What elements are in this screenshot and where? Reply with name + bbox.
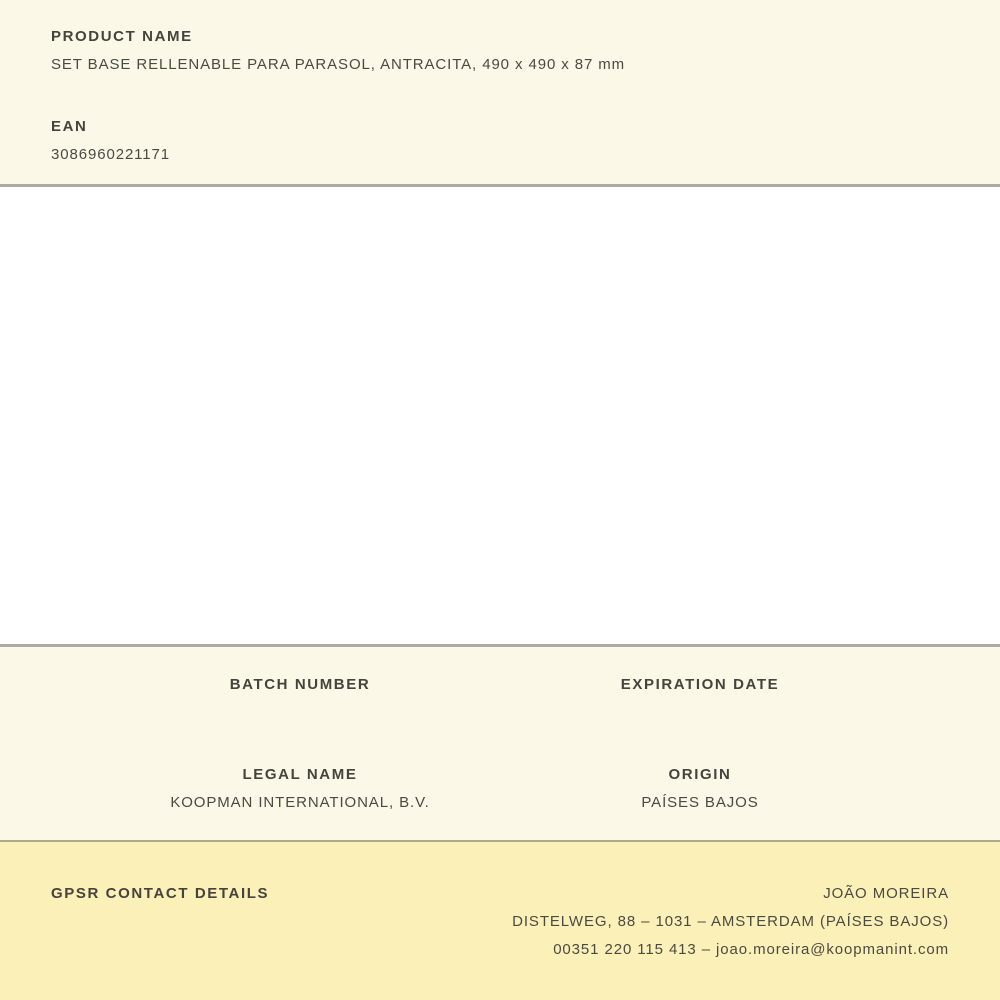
details-right-column [500, 675, 900, 812]
batch-number-label: BATCH NUMBER [229, 676, 371, 693]
origin-label: ORIGIN [668, 766, 732, 783]
gpsr-contact-section [0, 842, 1000, 1000]
contact-name: JOÃO MOREIRA [823, 885, 949, 902]
ean-label: EAN [51, 118, 88, 135]
ean-value: 3086960221171 [51, 146, 171, 163]
expiration-date-label: EXPIRATION DATE [620, 676, 780, 693]
details-section [0, 644, 1000, 842]
contact-address: DISTELWEG, 88 – 1031 – AMSTERDAM (PAÍSES BAJOS) [512, 913, 949, 930]
details-left-column [100, 675, 500, 812]
product-section [0, 0, 1000, 187]
product-name-value: SET BASE RELLENABLE PARA PARASOL, ANTRACITA, 490 x 490 x 87 mm [51, 56, 626, 73]
gpsr-contact-left [51, 884, 269, 903]
gpsr-contact-label: GPSR CONTACT DETAILS [51, 885, 270, 902]
legal-name-value: KOOPMAN INTERNATIONAL, B.V. [170, 794, 430, 811]
gpsr-contact-right [512, 884, 949, 959]
legal-name-label: LEGAL NAME [242, 766, 358, 783]
details-grid [100, 675, 900, 812]
origin-value: PAÍSES BAJOS [641, 794, 759, 811]
product-name-label: PRODUCT NAME [51, 28, 193, 45]
contact-phone-email: 00351 220 115 413 – joao.moreira@koopmanint.com [553, 941, 949, 958]
empty-image-area [0, 187, 1000, 644]
